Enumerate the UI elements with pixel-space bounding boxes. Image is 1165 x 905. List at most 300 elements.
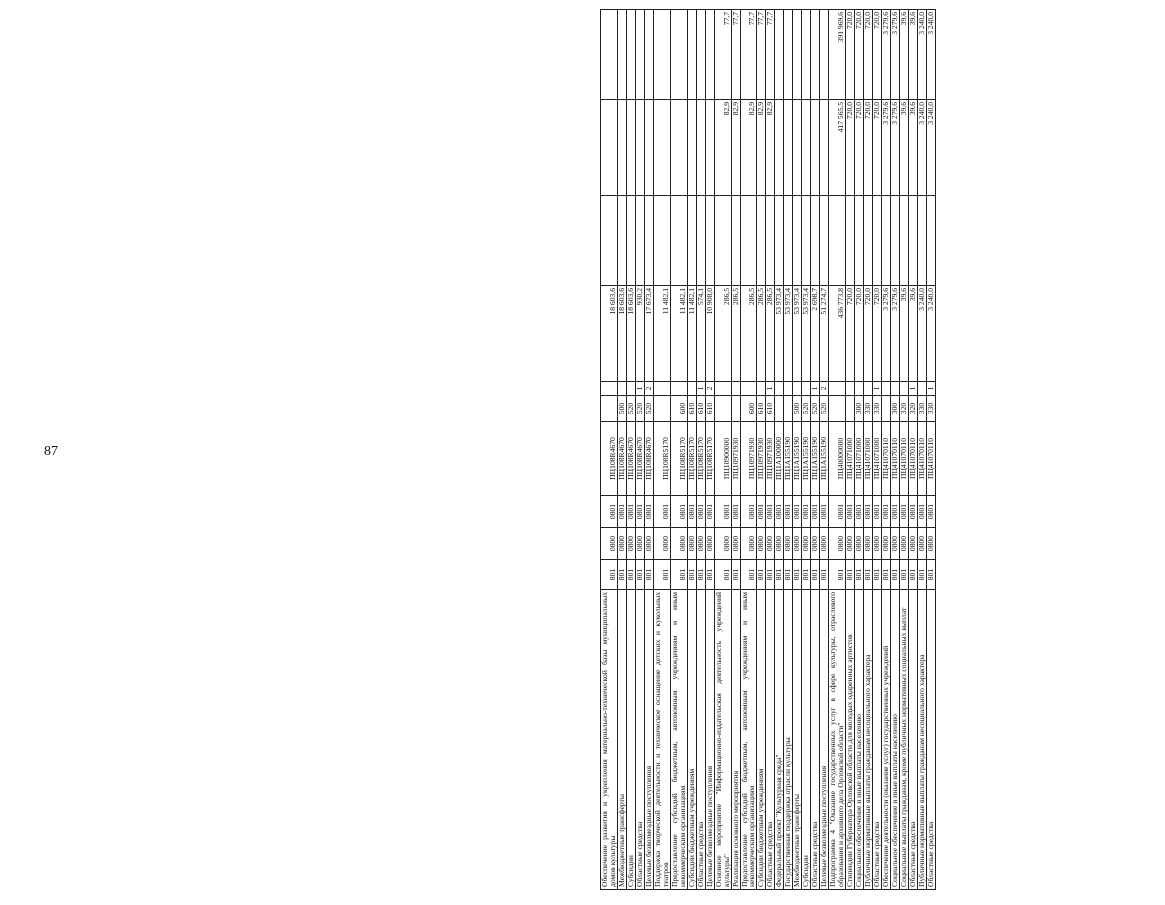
code-expense-type: 320	[908, 396, 917, 422]
code-expense-type	[653, 396, 670, 422]
amount-3	[653, 100, 670, 196]
code-subsection: 0801	[670, 496, 687, 528]
table-row	[687, 10, 696, 890]
code-target-article: ПЦ41070110	[890, 422, 899, 496]
code-section: 0800	[793, 528, 802, 560]
code-section: 0800	[696, 528, 705, 560]
amount-4	[784, 10, 793, 100]
code-source	[784, 382, 793, 396]
code-target-article: ПЦ108R4670	[617, 422, 626, 496]
amount-2	[873, 196, 882, 286]
amount-2	[766, 196, 775, 286]
amount-2	[653, 196, 670, 286]
code-target-article: ПЦ41070110	[917, 422, 926, 496]
code-ministry: 801	[855, 560, 864, 590]
amount-1: 39,6	[899, 286, 908, 382]
code-source	[617, 382, 626, 396]
amount-1: 286,5	[740, 286, 757, 382]
row-name: Целевые безвозмездные поступления	[820, 590, 829, 890]
code-target-article: ПЦ41071000	[864, 422, 873, 496]
row-name: Социальные выплаты гражданам, кроме публичных нормативных социальных выплат	[899, 590, 908, 890]
code-source	[882, 382, 891, 396]
code-ministry: 801	[829, 560, 846, 590]
code-source	[601, 382, 618, 396]
code-expense-type	[601, 396, 618, 422]
amount-1: 11 482,1	[653, 286, 670, 382]
code-target-article: ПЦ108R5170	[653, 422, 670, 496]
amount-1: 18 603,6	[601, 286, 618, 382]
amount-1: 720,0	[873, 286, 882, 382]
code-target-article: ПЦ41070110	[882, 422, 891, 496]
table-row	[635, 10, 644, 890]
code-expense-type: 610	[687, 396, 696, 422]
code-target-article: ПЦ108R4670	[635, 422, 644, 496]
row-name: Целевые безвозмездные поступления	[705, 590, 714, 890]
code-section: 0800	[670, 528, 687, 560]
code-ministry: 801	[705, 560, 714, 590]
amount-2	[917, 196, 926, 286]
row-name: Областные средства	[873, 590, 882, 890]
amount-1: 53 973,4	[784, 286, 793, 382]
amount-3	[617, 100, 626, 196]
code-ministry: 801	[635, 560, 644, 590]
amount-3: 720,0	[855, 100, 864, 196]
amount-1: 3 279,6	[882, 286, 891, 382]
code-expense-type: 320	[899, 396, 908, 422]
amount-1: 18 603,6	[617, 286, 626, 382]
code-target-article: ПЦ10971930	[731, 422, 740, 496]
amount-1: 17 673,4	[644, 286, 653, 382]
row-name: Обеспечение деятельности (оказание услуг) государственных учреждений	[882, 590, 891, 890]
row-name: Обеспечение развития и укрепления материально-технической базы муниципальных домов культуры	[601, 590, 618, 890]
code-section: 0800	[917, 528, 926, 560]
amount-4: 3 240,0	[917, 10, 926, 100]
code-subsection: 0801	[811, 496, 820, 528]
row-name: Межбюджетные трансферты	[617, 590, 626, 890]
row-name: Областные средства	[908, 590, 917, 890]
code-expense-type: 520	[811, 396, 820, 422]
amount-2	[820, 196, 829, 286]
code-target-article: ПЦ108R4670	[644, 422, 653, 496]
amount-3	[784, 100, 793, 196]
code-ministry: 801	[890, 560, 899, 590]
amount-1: 720,0	[855, 286, 864, 382]
amount-3: 82,9	[740, 100, 757, 196]
code-subsection: 0801	[917, 496, 926, 528]
code-target-article: ПЦ1А155190	[784, 422, 793, 496]
amount-2	[601, 196, 618, 286]
amount-2	[617, 196, 626, 286]
amount-4: 77,7	[731, 10, 740, 100]
amount-2	[626, 196, 635, 286]
amount-3: 720,0	[846, 100, 855, 196]
code-section: 0800	[811, 528, 820, 560]
code-source	[846, 382, 855, 396]
amount-1: 436 773,8	[829, 286, 846, 382]
amount-2	[705, 196, 714, 286]
amount-3: 39,6	[908, 100, 917, 196]
code-subsection: 0801	[873, 496, 882, 528]
code-expense-type: 520	[635, 396, 644, 422]
amount-4: 39,6	[908, 10, 917, 100]
amount-2	[864, 196, 873, 286]
amount-1: 2 698,7	[811, 286, 820, 382]
code-ministry: 801	[687, 560, 696, 590]
code-section: 0800	[873, 528, 882, 560]
code-source	[653, 382, 670, 396]
table-row	[696, 10, 705, 890]
amount-2	[829, 196, 846, 286]
row-name: Федеральный проект "Культурная среда"	[775, 590, 784, 890]
amount-3: 82,9	[731, 100, 740, 196]
amount-4: 39,6	[899, 10, 908, 100]
table-row	[705, 10, 714, 890]
code-subsection: 0801	[890, 496, 899, 528]
amount-2	[899, 196, 908, 286]
table-row	[644, 10, 653, 890]
code-subsection: 0801	[802, 496, 811, 528]
amount-4	[705, 10, 714, 100]
code-subsection: 0801	[757, 496, 766, 528]
code-subsection: 0801	[731, 496, 740, 528]
code-section: 0800	[766, 528, 775, 560]
code-source: 1	[811, 382, 820, 396]
amount-3: 720,0	[873, 100, 882, 196]
row-name: Социальное обеспечение и иные выплаты населению	[855, 590, 864, 890]
table-row	[653, 10, 670, 890]
code-section: 0800	[926, 528, 935, 560]
amount-2	[731, 196, 740, 286]
amount-4	[793, 10, 802, 100]
code-subsection: 0801	[820, 496, 829, 528]
code-source	[731, 382, 740, 396]
amount-3	[601, 100, 618, 196]
table-row	[740, 10, 757, 890]
code-subsection: 0801	[714, 496, 731, 528]
code-source	[793, 382, 802, 396]
amount-3	[811, 100, 820, 196]
code-subsection: 0801	[899, 496, 908, 528]
code-ministry: 801	[766, 560, 775, 590]
code-expense-type	[775, 396, 784, 422]
amount-4	[617, 10, 626, 100]
amount-2	[740, 196, 757, 286]
amount-4	[635, 10, 644, 100]
code-ministry: 801	[617, 560, 626, 590]
code-ministry: 801	[899, 560, 908, 590]
amount-2	[926, 196, 935, 286]
code-source	[775, 382, 784, 396]
amount-3	[696, 100, 705, 196]
amount-2	[670, 196, 687, 286]
amount-4	[644, 10, 653, 100]
code-target-article: ПЦ41071000	[846, 422, 855, 496]
amount-3	[793, 100, 802, 196]
table-row	[601, 10, 618, 890]
code-ministry: 801	[714, 560, 731, 590]
code-section: 0800	[714, 528, 731, 560]
code-source	[670, 382, 687, 396]
code-source: 1	[873, 382, 882, 396]
code-ministry: 801	[793, 560, 802, 590]
code-expense-type: 610	[766, 396, 775, 422]
amount-3: 39,6	[899, 100, 908, 196]
code-section: 0800	[775, 528, 784, 560]
code-ministry: 801	[882, 560, 891, 590]
code-subsection: 0801	[855, 496, 864, 528]
code-expense-type	[714, 396, 731, 422]
amount-1: 720,0	[864, 286, 873, 382]
code-section: 0800	[617, 528, 626, 560]
code-target-article: ПЦ41070110	[899, 422, 908, 496]
code-source: 1	[635, 382, 644, 396]
code-section: 0800	[882, 528, 891, 560]
amount-3: 82,9	[714, 100, 731, 196]
code-source	[829, 382, 846, 396]
amount-3	[626, 100, 635, 196]
code-ministry: 801	[670, 560, 687, 590]
row-name: Социальное обеспечение и иные выплаты населению	[890, 590, 899, 890]
amount-1: 53 973,4	[793, 286, 802, 382]
amount-1: 18 603,6	[626, 286, 635, 382]
amount-3	[644, 100, 653, 196]
code-target-article: ПЦ10971930	[757, 422, 766, 496]
code-subsection: 0801	[696, 496, 705, 528]
code-source	[890, 382, 899, 396]
row-name: Стипендии Губернатора Орловской области для молодых одаренных артистов	[846, 590, 855, 890]
amount-3: 82,9	[766, 100, 775, 196]
amount-4	[696, 10, 705, 100]
code-section: 0800	[626, 528, 635, 560]
code-subsection: 0801	[635, 496, 644, 528]
code-target-article: ПЦ41071000	[855, 422, 864, 496]
amount-2	[846, 196, 855, 286]
amount-4: 77,7	[714, 10, 731, 100]
table-row	[670, 10, 687, 890]
rotated-table-wrapper	[600, 10, 1165, 890]
row-name: Областные средства	[926, 590, 935, 890]
code-source: 2	[644, 382, 653, 396]
code-ministry: 801	[873, 560, 882, 590]
code-ministry: 801	[846, 560, 855, 590]
code-section: 0800	[635, 528, 644, 560]
amount-3: 417 565,5	[829, 100, 846, 196]
code-subsection: 0801	[775, 496, 784, 528]
table-row	[917, 10, 926, 890]
code-ministry: 801	[926, 560, 935, 590]
code-expense-type	[829, 396, 846, 422]
amount-1: 286,5	[766, 286, 775, 382]
code-section: 0800	[829, 528, 846, 560]
amount-2	[882, 196, 891, 286]
code-target-article: ПЦ108R4670	[626, 422, 635, 496]
code-ministry: 801	[864, 560, 873, 590]
code-subsection: 0801	[864, 496, 873, 528]
code-subsection: 0801	[653, 496, 670, 528]
code-section: 0800	[890, 528, 899, 560]
code-target-article: ПЦ10900000	[714, 422, 731, 496]
code-subsection: 0801	[908, 496, 917, 528]
code-expense-type: 300	[890, 396, 899, 422]
row-name: Межбюджетные трансферты	[793, 590, 802, 890]
amount-3	[820, 100, 829, 196]
row-name: Предоставление субсидий бюджетным, автономным учреждениям и иным некоммерческим организациям	[740, 590, 757, 890]
amount-1: 286,5	[731, 286, 740, 382]
amount-4: 720,0	[855, 10, 864, 100]
code-ministry: 801	[644, 560, 653, 590]
code-source: 1	[908, 382, 917, 396]
amount-2	[775, 196, 784, 286]
code-target-article: ПЦ10971930	[766, 422, 775, 496]
amount-2	[757, 196, 766, 286]
amount-4: 77,7	[757, 10, 766, 100]
row-name: Субсидии бюджетным учреждениям	[687, 590, 696, 890]
amount-2	[908, 196, 917, 286]
code-expense-type: 300	[855, 396, 864, 422]
amount-4: 3 279,6	[890, 10, 899, 100]
amount-2	[890, 196, 899, 286]
amount-1: 53 973,4	[802, 286, 811, 382]
amount-4	[687, 10, 696, 100]
amount-2	[855, 196, 864, 286]
code-expense-type: 520	[626, 396, 635, 422]
amount-1: 3 279,6	[890, 286, 899, 382]
code-section: 0800	[784, 528, 793, 560]
page-number: 87	[44, 444, 58, 459]
code-target-article: ПЦ1А155190	[820, 422, 829, 496]
row-name: Субсидии	[802, 590, 811, 890]
code-source: 1	[926, 382, 935, 396]
code-subsection: 0801	[784, 496, 793, 528]
row-name: Предоставление субсидий бюджетным, автономным учреждениям и иным некоммерческим организациям	[670, 590, 687, 890]
code-expense-type: 610	[757, 396, 766, 422]
amount-4	[626, 10, 635, 100]
code-ministry: 801	[820, 560, 829, 590]
code-section: 0800	[740, 528, 757, 560]
code-source: 2	[705, 382, 714, 396]
code-section: 0800	[864, 528, 873, 560]
amount-2	[635, 196, 644, 286]
amount-2	[784, 196, 793, 286]
amount-4: 3 240,0	[926, 10, 935, 100]
code-target-article: ПЦ108R5170	[687, 422, 696, 496]
code-source: 1	[696, 382, 705, 396]
row-name: Поддержка творческой деятельности и техническое оснащение детских и кукольных театров	[653, 590, 670, 890]
amount-4	[811, 10, 820, 100]
row-name: Государственная поддержка отрасли культуры	[784, 590, 793, 890]
code-subsection: 0801	[846, 496, 855, 528]
code-expense-type: 330	[926, 396, 935, 422]
code-section: 0800	[820, 528, 829, 560]
code-expense-type: 600	[670, 396, 687, 422]
amount-1: 10 908,0	[705, 286, 714, 382]
code-source	[687, 382, 696, 396]
code-source	[714, 382, 731, 396]
amount-4	[820, 10, 829, 100]
amount-4: 720,0	[873, 10, 882, 100]
code-ministry: 801	[626, 560, 635, 590]
row-name: Подпрограмма 4 "Оказание государственных услуг в сфере культуры, отраслевого образования и архивного дела Орловской области"	[829, 590, 846, 890]
amount-4: 77,7	[740, 10, 757, 100]
row-name: Субсидии	[626, 590, 635, 890]
row-name: Областные средства	[696, 590, 705, 890]
amount-1: 11 482,1	[670, 286, 687, 382]
amount-1: 39,6	[908, 286, 917, 382]
code-source	[917, 382, 926, 396]
code-ministry: 801	[802, 560, 811, 590]
amount-2	[687, 196, 696, 286]
code-subsection: 0801	[617, 496, 626, 528]
amount-4: 720,0	[864, 10, 873, 100]
code-section: 0800	[899, 528, 908, 560]
code-expense-type: 520	[820, 396, 829, 422]
amount-4	[802, 10, 811, 100]
row-name: Областные средства	[766, 590, 775, 890]
code-subsection: 0801	[740, 496, 757, 528]
amount-4	[670, 10, 687, 100]
code-subsection: 0801	[705, 496, 714, 528]
code-section: 0800	[687, 528, 696, 560]
code-section: 0800	[601, 528, 618, 560]
table-row	[926, 10, 935, 890]
amount-2	[793, 196, 802, 286]
row-name: Публичные нормативные выплаты гражданам несоциального характера	[864, 590, 873, 890]
code-target-article: ПЦ10971930	[740, 422, 757, 496]
code-expense-type: 520	[644, 396, 653, 422]
table-row	[731, 10, 740, 890]
code-target-article: ПЦ41071000	[873, 422, 882, 496]
code-target-article: ПЦ1А155190	[811, 422, 820, 496]
amount-4: 720,0	[846, 10, 855, 100]
code-expense-type: 520	[802, 396, 811, 422]
code-expense-type: 330	[873, 396, 882, 422]
code-ministry: 801	[775, 560, 784, 590]
code-subsection: 0801	[626, 496, 635, 528]
code-expense-type: 500	[617, 396, 626, 422]
code-subsection: 0801	[793, 496, 802, 528]
amount-2	[644, 196, 653, 286]
amount-3: 3 279,6	[890, 100, 899, 196]
code-section: 0800	[757, 528, 766, 560]
amount-1: 720,0	[846, 286, 855, 382]
amount-3	[802, 100, 811, 196]
code-source: 1	[766, 382, 775, 396]
code-section: 0800	[846, 528, 855, 560]
amount-1: 53 973,4	[775, 286, 784, 382]
code-subsection: 0801	[829, 496, 846, 528]
code-subsection: 0801	[766, 496, 775, 528]
amount-1: 3 240,0	[917, 286, 926, 382]
code-section: 0800	[653, 528, 670, 560]
code-ministry: 801	[784, 560, 793, 590]
code-expense-type: 600	[740, 396, 757, 422]
code-expense-type: 330	[864, 396, 873, 422]
amount-1: 11 482,1	[687, 286, 696, 382]
code-section: 0800	[908, 528, 917, 560]
code-target-article: ПЦ1А155190	[793, 422, 802, 496]
code-subsection: 0801	[601, 496, 618, 528]
amount-3: 720,0	[864, 100, 873, 196]
amount-1: 51 274,7	[820, 286, 829, 382]
row-name: Целевые безвозмездные поступления	[644, 590, 653, 890]
code-source	[855, 382, 864, 396]
code-ministry: 801	[601, 560, 618, 590]
row-name: Областные средства	[635, 590, 644, 890]
code-expense-type: 500	[793, 396, 802, 422]
row-name: Субсидии бюджетным учреждениям	[757, 590, 766, 890]
code-section: 0800	[705, 528, 714, 560]
amount-4: 77,7	[766, 10, 775, 100]
